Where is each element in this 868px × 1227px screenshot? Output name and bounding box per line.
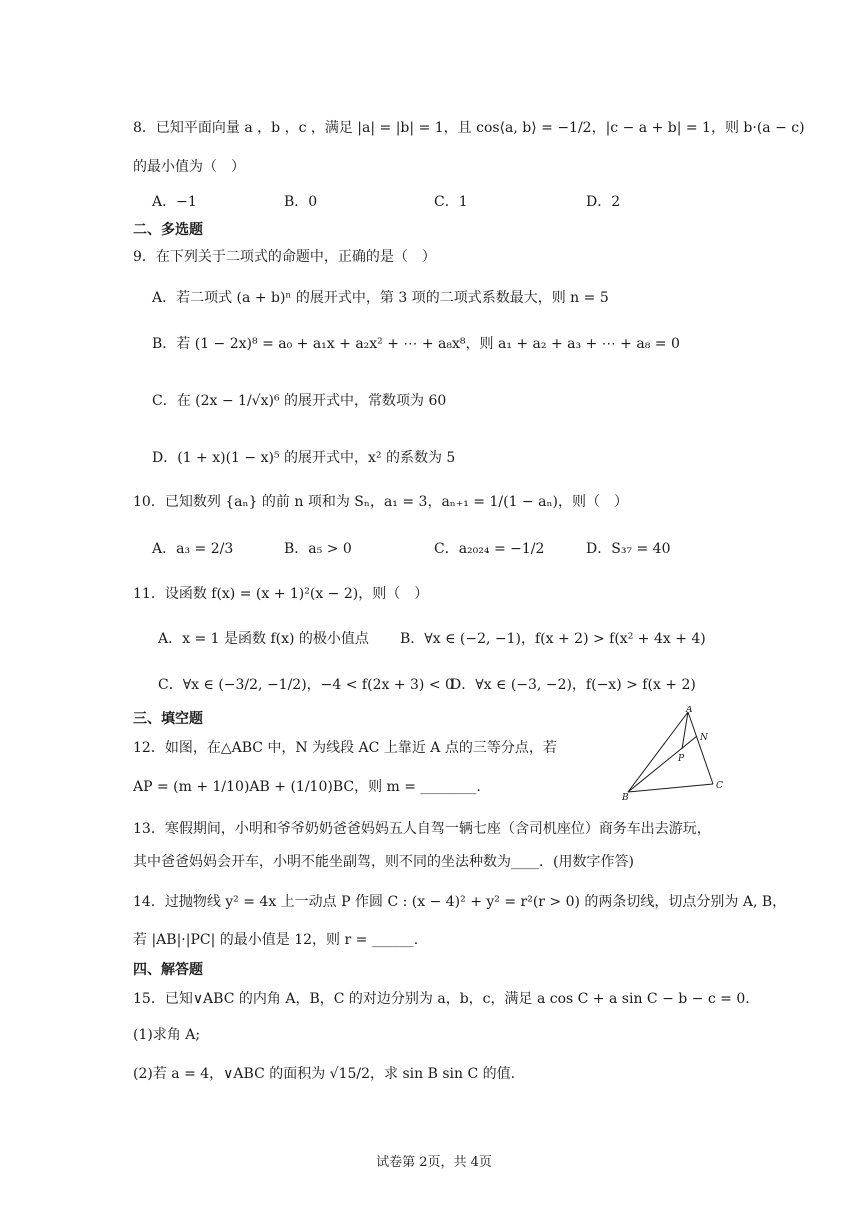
q8-option-c: C．1 — [434, 194, 468, 210]
segment-bc — [628, 784, 713, 792]
q9-option-c: C．在 (2x − 1/√x)⁶ 的展开式中，常数项为 60 — [152, 393, 447, 409]
label-n: N — [700, 733, 708, 743]
q12-line2: AP = (m + 1/10)AB + (1/10)BC，则 m = ________. — [133, 779, 481, 795]
triangle-figure — [618, 706, 733, 801]
q8-option-d: D．2 — [586, 194, 621, 210]
q13-line1: 13．寒假期间，小明和爷爷奶奶爸爸妈妈五人自驾一辆七座（含司机座位）商务车出去游玩， — [133, 821, 711, 837]
q13-line2: 其中爸爸妈妈会开车，小明不能坐副驾，则不同的坐法种数为____．(用数字作答) — [133, 854, 634, 870]
q8-line1: 8．已知平面向量 a ，b ，c ，满足 |a| = |b| = 1，且 cos⟨a, b⟩ = −1/2，|c − a + b| = 1，则 b·(a − c) — [133, 120, 805, 136]
label-a: A — [686, 706, 693, 715]
q9-stem: 9．在下列关于二项式的命题中，正确的是（ ） — [133, 249, 436, 265]
page-footer: 试卷第 2页，共 4页 — [376, 1155, 492, 1170]
label-b: B — [622, 793, 629, 801]
section-heading-multiple-choice: 二、多选题 — [133, 222, 203, 238]
label-p: P — [678, 754, 685, 764]
q9-option-a: A．若二项式 (a + b)ⁿ 的展开式中，第 3 项的二项式系数最大，则 n = 5 — [152, 290, 609, 306]
q11-stem: 11．设函数 f(x) = (x + 1)²(x − 2)，则（ ） — [133, 586, 429, 602]
segment-ab — [628, 712, 688, 792]
q9-option-b: B．若 (1 − 2x)⁸ = a₀ + a₁x + a₂x² + ⋯ + a₈x⁸，则 a₁ + a₂ + a₃ + ⋯ + a₈ = 0 — [152, 336, 680, 352]
q11-option-c: C．∀x ∈ (−3/2, −1/2)，−4 < f(2x + 3) < 0 — [158, 677, 454, 693]
q10-option-d: D．S₃₇ = 40 — [586, 541, 671, 557]
section-heading-fill-in: 三、填空题 — [133, 711, 203, 727]
q12-line1: 12．如图，在△ABC 中，N 为线段 AC 上靠近 A 点的三等分点，若 — [133, 740, 557, 756]
q10-option-a: A．a₃ = 2/3 — [152, 541, 234, 557]
label-c: C — [716, 781, 723, 791]
q9-option-d: D．(1 + x)(1 − x)⁵ 的展开式中，x² 的系数为 5 — [152, 450, 456, 466]
q8-line2: 的最小值为（ ） — [133, 159, 245, 175]
segment-ac — [688, 712, 713, 784]
q11-option-a: A．x = 1 是函数 f(x) 的极小值点 — [158, 631, 369, 647]
q11-option-b: B．∀x ∈ (−2, −1)，f(x + 2) > f(x² + 4x + 4) — [400, 631, 706, 647]
section-heading-answer: 四、解答题 — [133, 962, 203, 978]
q8-option-b: B．0 — [284, 194, 318, 210]
segment-bn — [628, 736, 697, 792]
q8-option-a: A．−1 — [152, 194, 197, 210]
q10-option-c: C．a₂₀₂₄ = −1/2 — [434, 541, 545, 557]
q10-stem: 10．已知数列 {aₙ} 的前 n 项和为 Sₙ，a₁ = 3，aₙ₊₁ = 1/(1 − aₙ)，则（ ） — [133, 494, 628, 510]
q11-option-d: D．∀x ∈ (−3, −2)，f(−x) > f(x + 2) — [450, 677, 696, 693]
q15-part2: (2)若 a = 4，∨ABC 的面积为 √15/2，求 sin B sin C 的值. — [133, 1066, 516, 1082]
q15-stem: 15．已知∨ABC 的内角 A，B，C 的对边分别为 a，b，c，满足 a cos C + a sin C − b − c = 0. — [133, 991, 750, 1007]
q14-line2: 若 |AB|·|PC| 的最小值是 12，则 r = ______. — [133, 932, 419, 948]
q15-part1: (1)求角 A; — [133, 1027, 201, 1043]
q14-line1: 14．过抛物线 y² = 4x 上一动点 P 作圆 C : (x − 4)² + y² = r²(r > 0) 的两条切线，切点分别为 A, B， — [133, 894, 787, 910]
q10-option-b: B．a₅ > 0 — [284, 541, 352, 557]
